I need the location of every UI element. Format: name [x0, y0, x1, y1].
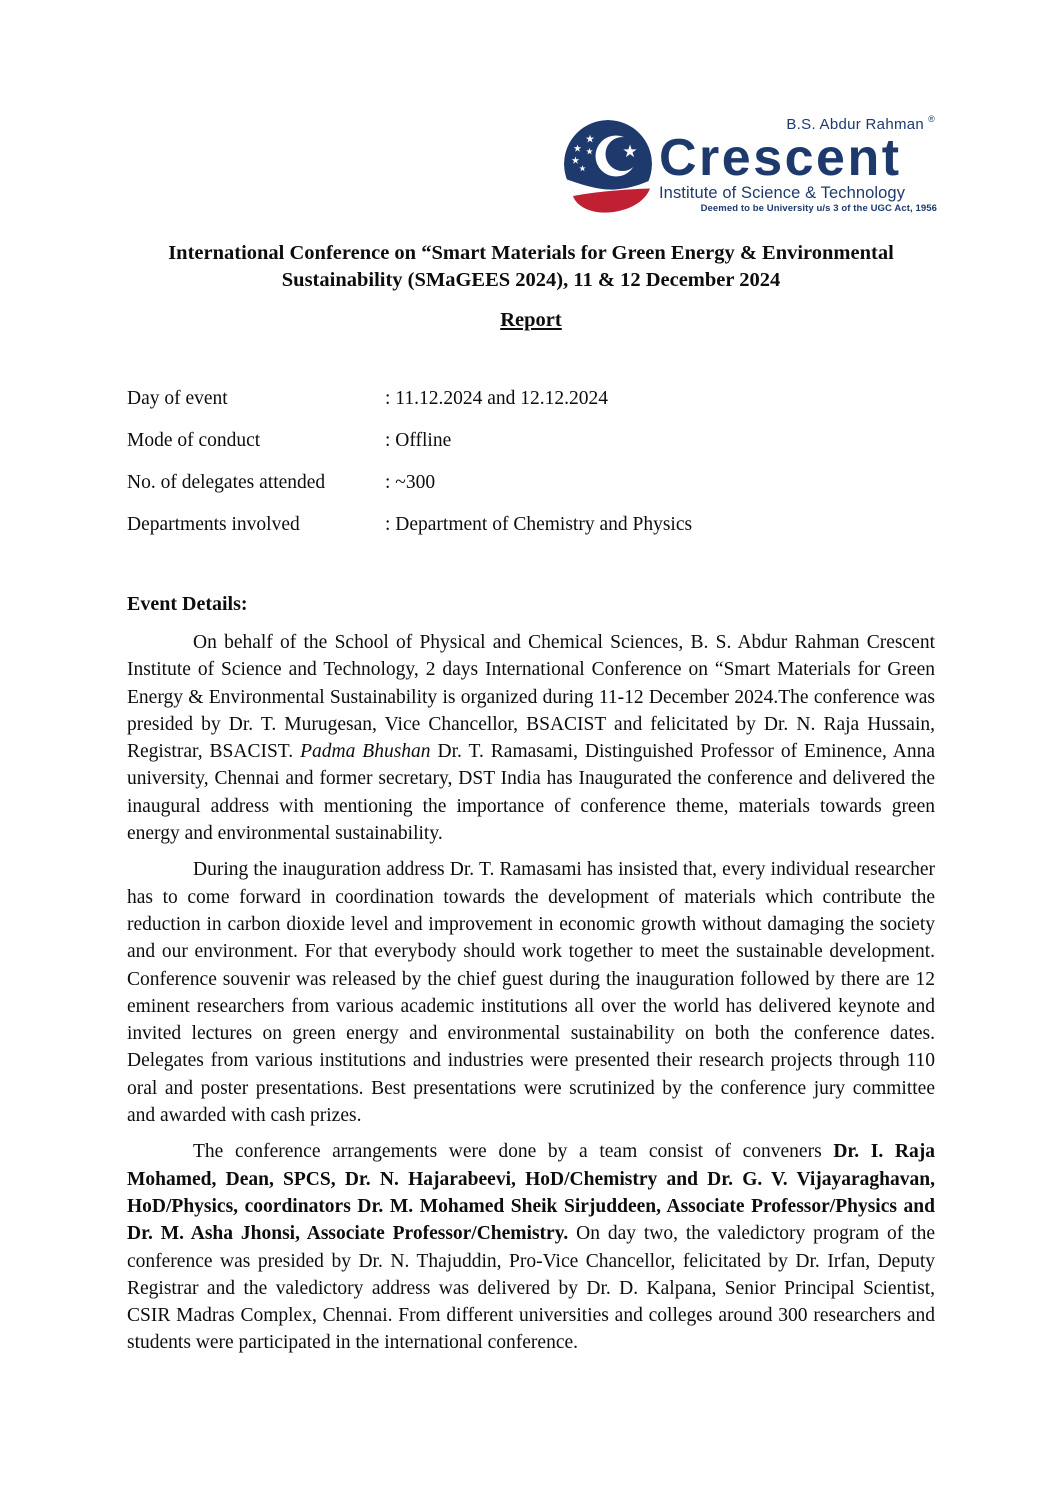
conference-title-line1: International Conference on “Smart Materials for Green Energy & Environmental — [168, 242, 894, 264]
paragraph-text-run: The conference arrangements were done by a team consist of conveners — [193, 1141, 834, 1163]
event-details-heading: Event Details: — [127, 593, 248, 615]
report-content — [127, 240, 935, 1366]
conference-title — [127, 240, 935, 294]
event-paragraph — [127, 1138, 935, 1356]
institution-logo — [563, 112, 937, 234]
logo-subtitle: Institute of Science & Technology — [659, 184, 906, 202]
meta-value: : 11.12.2024 and 12.12.2024 — [385, 388, 608, 409]
logo-tagline: Deemed to be University u/s 3 of the UGC Act, 1956 — [700, 203, 937, 214]
meta-row-delegates-attended — [127, 469, 935, 496]
report-heading-row — [127, 307, 935, 334]
paragraph-text-run: Dr. T. Ramasami, Distinguished Professor of Eminence, Anna university, Chennai and former secretary, DST India has Inaugurated the conference and delivered the inaugural address with mentioning the importance of conference theme, materials towards green energy and environmental sustainability. — [127, 741, 935, 845]
meta-label: Day of event — [127, 388, 228, 409]
meta-row-departments-involved — [127, 511, 935, 538]
event-paragraph — [127, 629, 935, 847]
event-details-body — [127, 629, 935, 1357]
logo-brand-name-text: B.S. Abdur Rahman — [786, 116, 925, 133]
paragraph-text-run: Padma Bhushan — [300, 741, 431, 763]
meta-label: Mode of conduct — [127, 430, 261, 451]
event-paragraph — [127, 856, 935, 1129]
event-meta — [127, 385, 935, 538]
logo-wordmark: Crescent — [659, 129, 902, 187]
paragraph-text-run: On day two, the valedictory program of the conference was presided by Dr. N. Thajuddin, Pro-Vice Chancellor, felicitated by Dr. Irfan, Deputy Registrar and the valedictory address was delivered by Dr. D. Kalpana, Senior Principal Scientist, CSIR Madras Complex, Chennai. From different universities and colleges around 300 researchers and students were participated in the international conference. — [127, 1223, 935, 1354]
meta-value: : ~300 — [385, 472, 436, 493]
crescent-emblem-icon — [563, 118, 655, 216]
registered-trademark-icon: ® — [928, 114, 935, 124]
conference-title-line2: Sustainability (SMaGEES 2024), 11 & 12 December 2024 — [281, 269, 781, 291]
paragraph-text-run: During the inauguration address Dr. T. Ramasami has insisted that, every individual researcher has to come forward in coordination towards the development of materials which contribute the reduction in carbon dioxide level and improvement in economic growth without damaging the society and our environment. For that everybody should work together to meet the sustainable development. Conference souvenir was released by the chief guest during the inauguration followed by there are 12 eminent researchers from various academic institutions all over the world has delivered keynote and invited lectures on green energy and environmental sustainability on both the conference dates. Delegates from various institutions and industries were presented their research projects through 110 oral and poster presentations. Best presentations were scrutinized by the conference jury committee and awarded with cash prizes. — [127, 859, 935, 1127]
meta-label: No. of delegates attended — [127, 472, 326, 493]
meta-label: Departments involved — [127, 514, 300, 535]
meta-row-day-of-event — [127, 385, 935, 412]
report-heading: Report — [500, 309, 562, 331]
meta-value: : Offline — [385, 430, 452, 451]
meta-value: : Department of Chemistry and Physics — [385, 514, 693, 535]
paragraph-text-run: On behalf of the School of Physical and Chemical Sciences, B. S. Abdur Rahman Crescent Institute of Science and Technology, 2 days International Conference on “Smart Materials for Green Energy & Environmental Sustainability is organized during 11-12 December 2024.The conference was presided by Dr. T. Murugesan, Vice Chancellor, BSACIST and felicitated by Dr. N. Raja Hussain, Registrar, BSACIST. — [127, 632, 935, 763]
logo-text-block — [659, 112, 937, 215]
meta-row-mode-of-conduct — [127, 427, 935, 454]
paragraph-text-run: Dr. I. Raja Mohamed, Dean, SPCS, Dr. N. Hajarabeevi, HoD/Chemistry and Dr. G. V. Vijayaraghavan, HoD/Physics, coordinators Dr. M. Mohamed Sheik Sirjuddeen, Associate Professor/Physics and Dr. M. Asha Jhonsi, Associate Professor/Chemistry. — [127, 1141, 935, 1245]
